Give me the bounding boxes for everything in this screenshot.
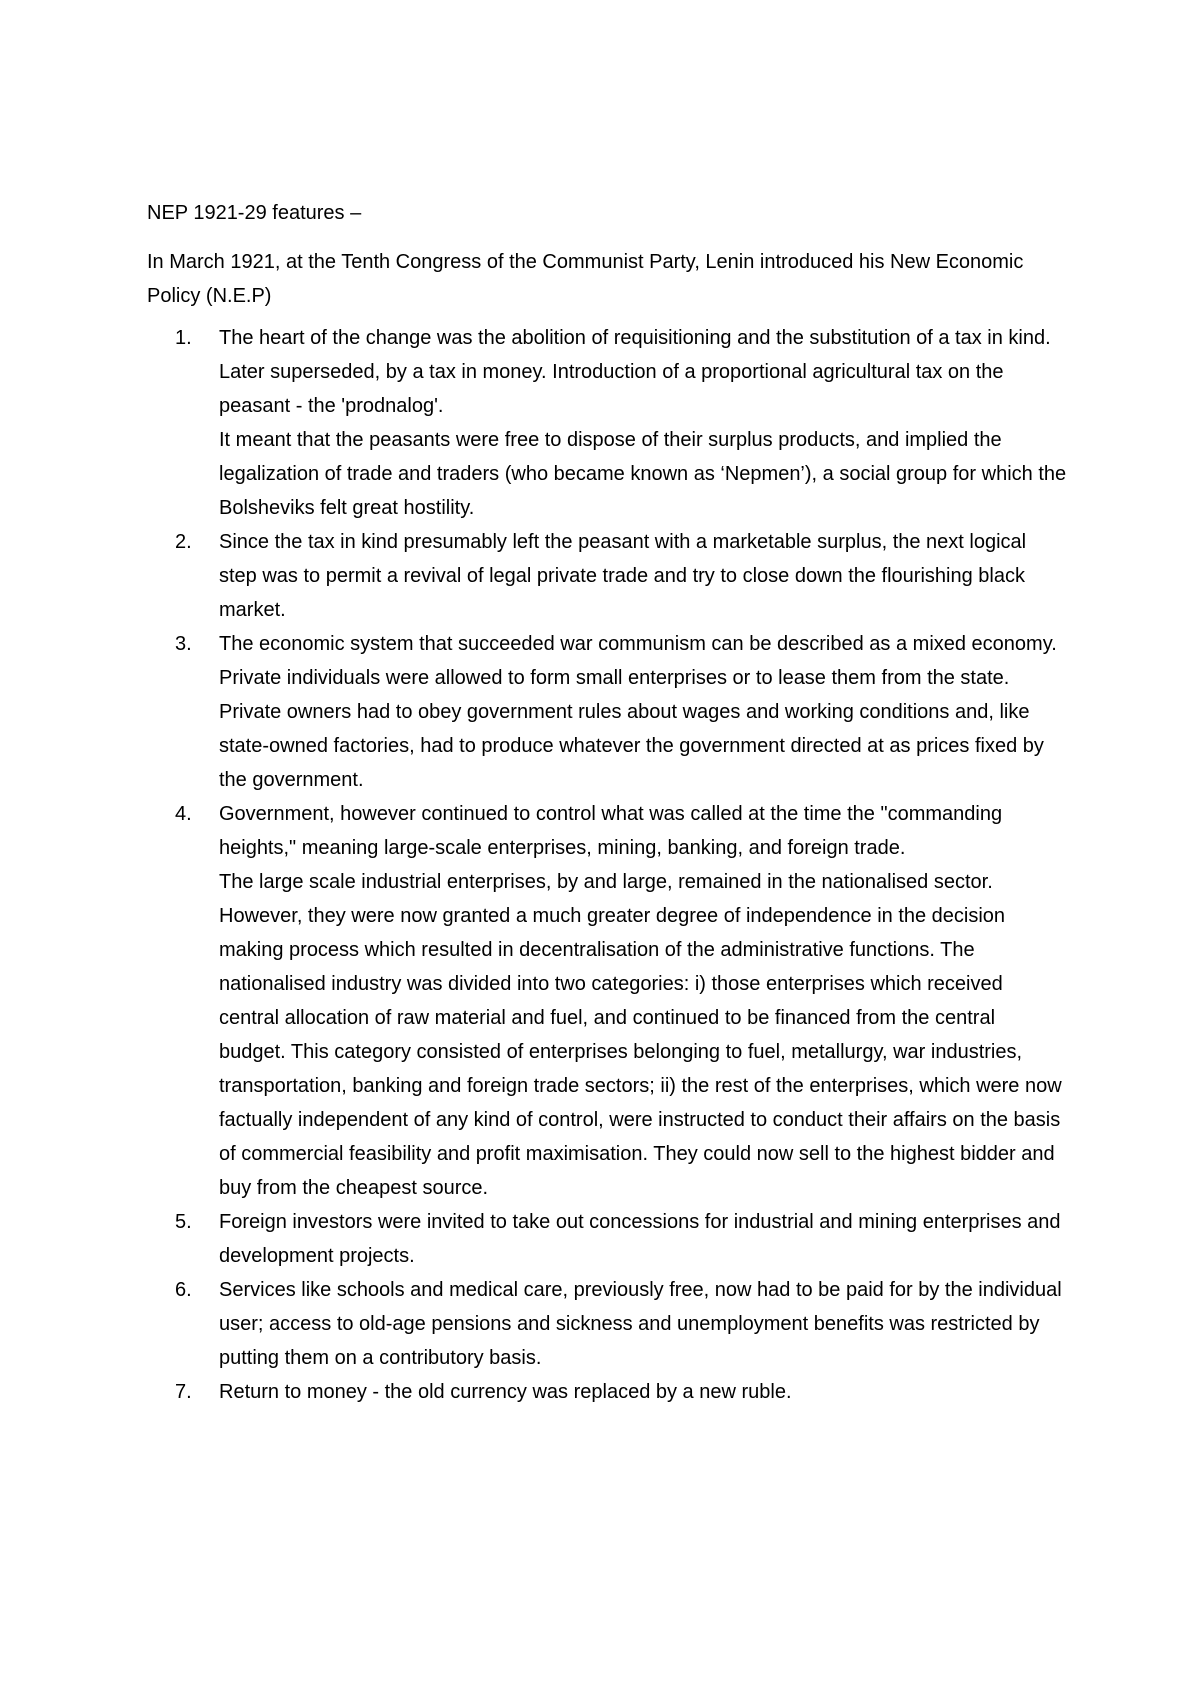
list-paragraph: Since the tax in kind presumably left the peasant with a marketable surplus, the next logical step was to permit a revival of legal private trade and try to close down the flourishing black market.	[219, 531, 1027, 621]
list-number: 6.	[175, 1279, 192, 1301]
list-paragraph: It meant that the peasants were free to dispose of their surplus products, and implied the legalization of trade and traders (who became known as ‘Nepmen’), a social group for which the Bolsheviks felt great hostility.	[219, 429, 1067, 519]
list-item	[147, 1375, 1067, 1409]
list-item	[147, 627, 1067, 797]
features-list	[147, 321, 1067, 1409]
list-paragraph: Foreign investors were invited to take out concessions for industrial and mining enterprises and development projects.	[219, 1211, 1061, 1267]
intro-paragraph: In March 1921, at the Tenth Congress of the Communist Party, Lenin introduced his New Economic Policy (N.E.P)	[147, 251, 1024, 307]
list-number: 2.	[175, 531, 192, 553]
list-paragraph: The economic system that succeeded war communism can be described as a mixed economy. Private individuals were allowed to form small enterprises or to lease them from the state. Private owners had to obey government rules about wages and working conditions and, like state-owned factories, had to produce whatever the government directed at as prices fixed by the government.	[219, 633, 1057, 791]
list-item	[147, 797, 1067, 1205]
list-number: 4.	[175, 803, 192, 825]
document-title: NEP 1921-29 features –	[147, 202, 362, 224]
list-paragraph: The heart of the change was the abolition of requisitioning and the substitution of a tax in kind. Later superseded, by a tax in money. Introduction of a proportional agricultural tax on the peasant - the 'prodnalog'.	[219, 327, 1051, 417]
list-item	[147, 1205, 1067, 1273]
list-number: 3.	[175, 633, 192, 655]
list-paragraph: Government, however continued to control what was called at the time the "commanding heights," meaning large-scale enterprises, mining, banking, and foreign trade.	[219, 803, 1003, 859]
list-number: 5.	[175, 1211, 192, 1233]
list-item	[147, 321, 1067, 525]
list-paragraph: Return to money - the old currency was replaced by a new ruble.	[219, 1381, 792, 1403]
list-number: 1.	[175, 327, 192, 349]
document-page	[147, 196, 1067, 1409]
list-item	[147, 1273, 1067, 1375]
list-paragraph: The large scale industrial enterprises, by and large, remained in the nationalised sector. However, they were now granted a much greater degree of independence in the decision making process which resulted in decentralisation of the administrative functions. The nationalised industry was divided into two categories: i) those enterprises which received central allocation of raw material and fuel, and continued to be financed from the central budget. This category consisted of enterprises belonging to fuel, metallurgy, war industries, transportation, banking and foreign trade sectors; ii) the rest of the enterprises, which were now factually independent of any kind of control, were instructed to conduct their affairs on the basis of commercial feasibility and profit maximisation. They could now sell to the highest bidder and buy from the cheapest source.	[219, 871, 1062, 1199]
list-number: 7.	[175, 1381, 192, 1403]
list-item	[147, 525, 1067, 627]
list-paragraph: Services like schools and medical care, previously free, now had to be paid for by the individual user; access to old-age pensions and sickness and unemployment benefits was restricted by putting them on a contributory basis.	[219, 1279, 1062, 1369]
